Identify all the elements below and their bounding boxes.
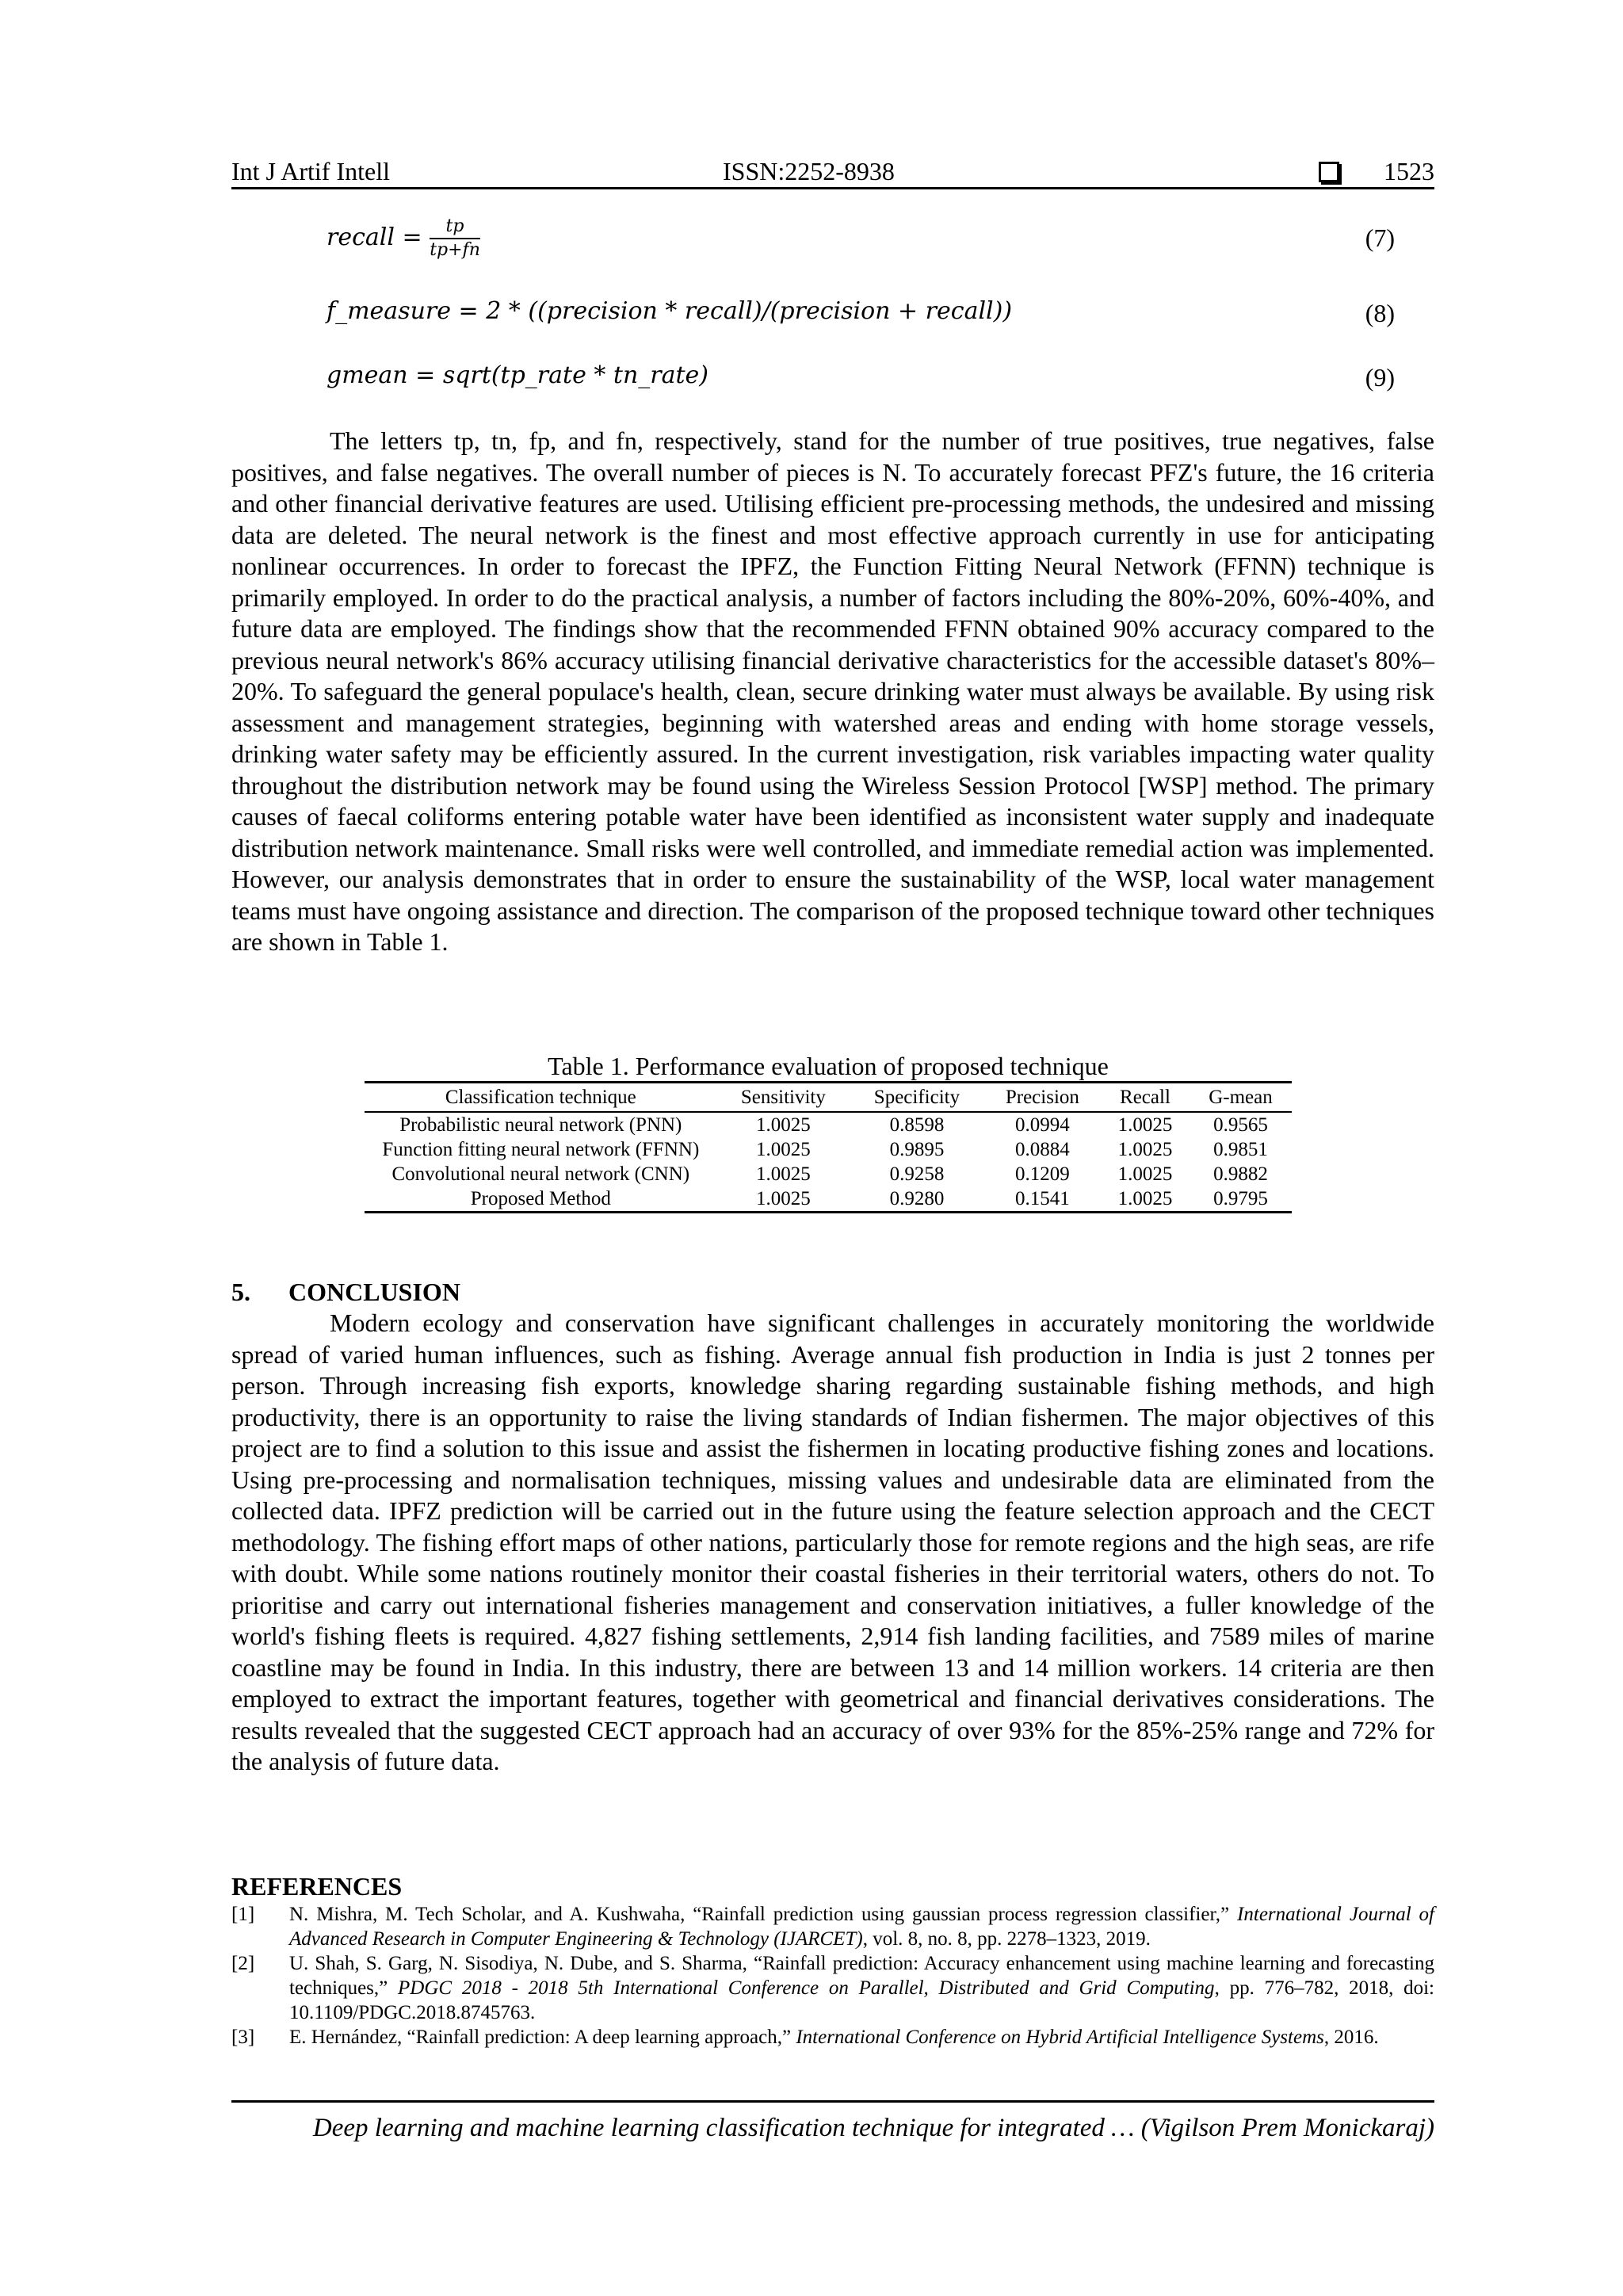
table-cell: 0.9851 [1213, 1139, 1268, 1160]
reference-details: , pp. 776–782, 2018, doi: 10.1109/PDGC.2018.8745763. [289, 1977, 1434, 2023]
checkbox-square-icon [1319, 162, 1339, 182]
table-cell: 0.0884 [1015, 1139, 1070, 1160]
table-cell: 0.0994 [1015, 1114, 1070, 1136]
table-cell: Proposed Method [365, 1186, 717, 1213]
reference-item [231, 1951, 1434, 2025]
reference-details: , 2016. [1323, 2027, 1379, 2048]
equation-f-measure [327, 297, 1436, 353]
table-cell: 0.9895 [889, 1139, 945, 1160]
table-cell: 1.0025 [1117, 1163, 1173, 1185]
equation-text: f_measure = 2 * ((precision * recall)/(precision + recall)) [327, 297, 1013, 325]
section-heading [231, 1276, 460, 1308]
table-cell: 1.0025 [756, 1139, 811, 1160]
page-number: 1523 [1384, 157, 1434, 185]
equation-fraction: $\frac{tp}{tp+fn}$ [430, 216, 480, 260]
reference-list [231, 1902, 1434, 2050]
reference-venue: International Conference on Hybrid Artificial Intelligence Systems [796, 2027, 1324, 2048]
equation-number: (9) [1365, 363, 1395, 392]
table-cell: Function fitting neural network (FFNN) [382, 1139, 700, 1160]
reference-venue: PDGC 2018 - 2018 5th International Conference on Parallel, Distributed and Grid Computing [398, 1977, 1215, 1999]
table-row [365, 1186, 1292, 1213]
table-cell: 0.9280 [850, 1186, 984, 1213]
equation-number: (8) [1365, 299, 1395, 327]
column-header: Recall [1101, 1083, 1190, 1113]
references-heading: REFERENCES [231, 1872, 403, 1901]
table-cell: Convolutional neural network (CNN) [391, 1163, 690, 1185]
table-cell: 1.0025 [756, 1114, 811, 1136]
equation-text: gmean = sqrt(tp_rate * tn_rate) [327, 361, 709, 389]
table-cell: 1.0025 [717, 1186, 850, 1213]
column-header: G-mean [1190, 1083, 1292, 1113]
equation-lhs: recall = [327, 223, 430, 251]
table-cell: 0.9258 [889, 1163, 945, 1185]
table-cell: 0.9565 [1213, 1114, 1268, 1136]
table-cell: 0.9882 [1213, 1163, 1268, 1185]
reference-authors: E. Hernández, “Rainfall prediction: A deep learning approach,” [289, 2027, 796, 2048]
column-header: Specificity [850, 1083, 984, 1113]
running-header [231, 155, 1434, 189]
table-cell: 0.9795 [1190, 1186, 1292, 1213]
reference-authors: N. Mishra, M. Tech Scholar, and A. Kushwaha, “Rainfall prediction using gaussian process regression classifier,” [289, 1904, 1238, 1925]
section-number: 5. [231, 1278, 250, 1306]
equation-recall [327, 216, 1436, 271]
table-cell: 0.8598 [889, 1114, 945, 1136]
running-footer: Deep learning and machine learning classification technique for integrated … (Vigilson Prem Monickaraj) [231, 2100, 1434, 2145]
reference-item [231, 1902, 1434, 1951]
table-row [365, 1137, 1292, 1162]
table-header-row [365, 1083, 1292, 1113]
table-cell: 1.0025 [756, 1163, 811, 1185]
table-cell: 0.1209 [1015, 1163, 1070, 1185]
conclusion-paragraph: Modern ecology and conservation have significant challenges in accurately monitoring the worldwide spread of varied human influences, such as fishing. Average annual fish production in India is just 2 tonnes per person. Through increasing fish exports, knowledge sharing regarding sustainable fishing methods, and high productivity, there is an opportunity to raise the living standards of Indian fishermen. The major objectives of this project are to find a solution to this issue and assist the fishermen in locating productive fishing zones and locations. Using pre-processing and normalisation techniques, missing values and undesirable data are eliminated from the collected data. IPFZ prediction will be carried out in the future using the feature selection approach and the CECT methodology. The fishing effort maps of other nations, particularly those for remote regions and the high seas, are rife with doubt. While some nations routinely monitor their coastal fisheries in their territorial waters, others do not. To prioritise and carry out international fisheries management and conservation initiatives, a fuller knowledge of the world's fishing fleets is required. 4,827 fishing settlements, 2,914 fish landing facilities, and 7589 miles of marine coastline may be found in India. In this industry, there are between 13 and 14 million workers. 14 criteria are then employed to extract the important features, together with geometrical and financial derivatives considerations. The results revealed that the suggested CECT approach had an accuracy of over 93% for the 85%-25% range and 72% for the analysis of future data. [231, 1308, 1434, 1775]
reference-number: [3] [231, 2027, 255, 2048]
reference-authors: U. Shah, S. Garg, N. Sisodiya, N. Dube, and S. Sharma, “Rainfall prediction: Accuracy enhancement using machine learning and forecasting techniques,” [289, 1953, 1434, 1999]
section-title: CONCLUSION [288, 1278, 460, 1306]
table-cell: 1.0025 [1117, 1114, 1173, 1136]
reference-number: [1] [231, 1904, 255, 1925]
equation-number: (7) [1365, 223, 1395, 252]
table-cell: 1.0025 [1101, 1186, 1190, 1213]
reference-item [231, 2025, 1434, 2050]
reference-venue: International Journal of Advanced Research in Computer Engineering & Technology (IJARCET) [289, 1904, 1434, 1950]
column-header: Classification technique [365, 1083, 717, 1113]
reference-number: [2] [231, 1953, 255, 1974]
table-cell: 1.0025 [1117, 1139, 1173, 1160]
journal-name: Int J Artif Intell [231, 157, 390, 185]
column-header: Precision [984, 1083, 1101, 1113]
column-header: Sensitivity [717, 1083, 850, 1113]
table-row [365, 1112, 1292, 1137]
reference-details: , vol. 8, no. 8, pp. 2278–1323, 2019. [862, 1928, 1151, 1950]
table-caption: Table 1. Performance evaluation of proposed technique [548, 1052, 1109, 1080]
table-row [365, 1162, 1292, 1186]
table-cell: 0.1541 [984, 1186, 1101, 1213]
performance-table [365, 1081, 1292, 1213]
issn: ISSN:2252-8938 [723, 157, 895, 185]
table-cell: Probabilistic neural network (PNN) [399, 1114, 682, 1136]
body-paragraph: The letters tp, tn, fp, and fn, respectively, stand for the number of true positives, true negatives, false positives, and false negatives. The overall number of pieces is N. To accurately forecast PFZ's future, the 16 criteria and other financial derivative features are used. Utilising efficient pre-processing methods, the undesired and missing data are deleted. The neural network is the finest and most effective approach currently in use for anticipating nonlinear occurrences. In order to forecast the IPFZ, the Function Fitting Neural Network (FFNN) technique is primarily employed. In order to do the practical analysis, a number of factors including the 80%-20%, 60%-40%, and future data are employed. The findings show that the recommended FFNN obtained 90% accuracy compared to the previous neural network's 86% accuracy utilising financial derivative characteristics for the accessible dataset's 80%–20%. To safeguard the general populace's health, clean, secure drinking water must always be available. By using risk assessment and management strategies, beginning with watershed areas and ending with home storage vessels, drinking water safety may be efficiently assured. In the current investigation, risk variables impacting water quality throughout the distribution network may be found using the Wireless Session Protocol [WSP] method. The primary causes of faecal coliforms entering potable water have been identified as inconsistent water supply and inadequate distribution network maintenance. Small risks were well controlled, and immediate remedial action was implemented. However, our analysis demonstrates that in order to ensure the sustainability of the WSP, local water management teams must have ongoing assistance and direction. The comparison of the proposed technique toward other techniques are shown in Table 1. [231, 426, 1434, 956]
equation-gmean [327, 361, 1436, 417]
